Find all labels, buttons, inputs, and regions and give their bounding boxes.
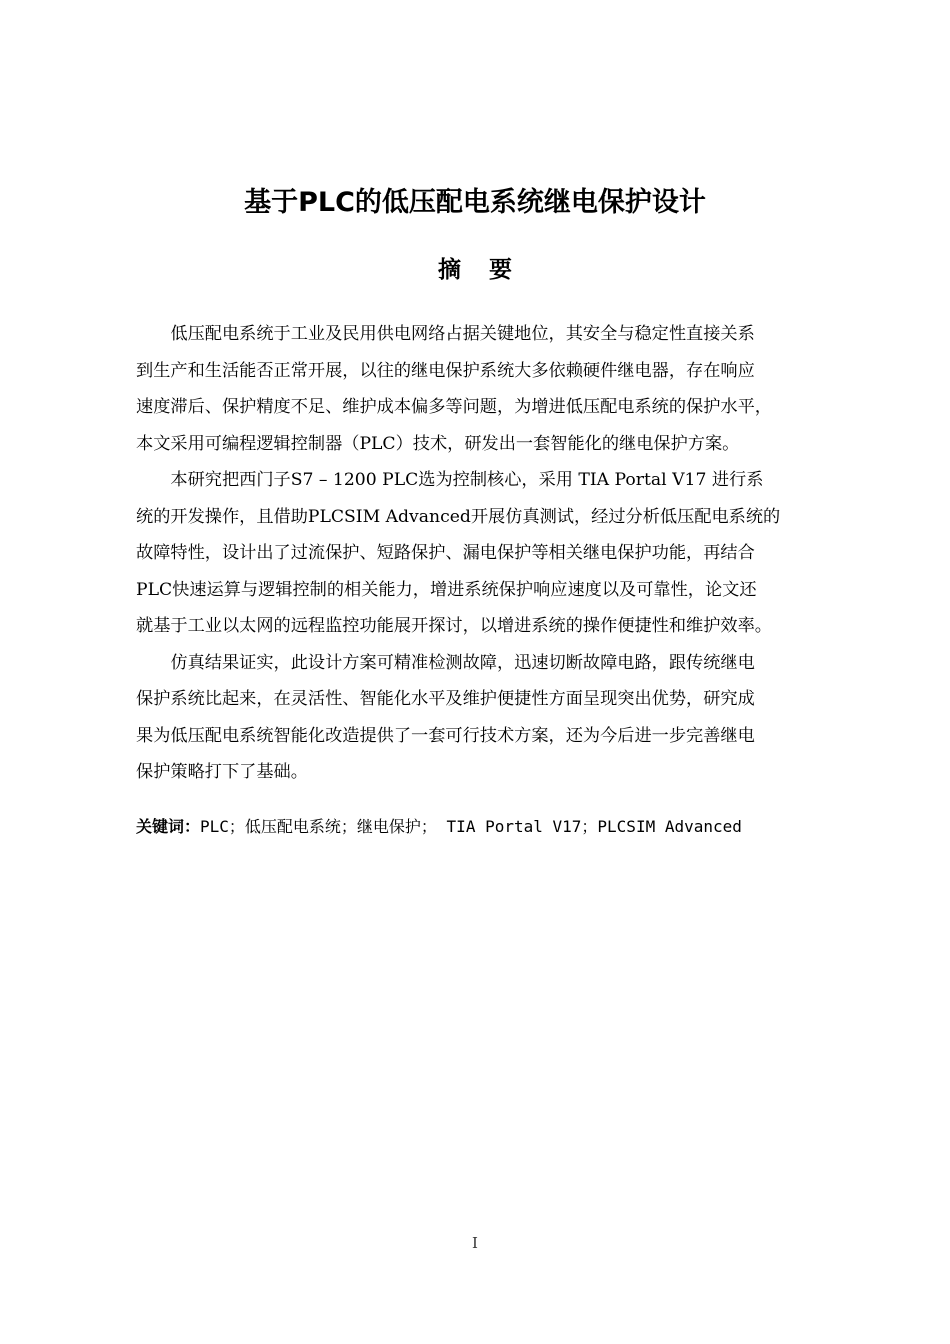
abstract-body [136,316,830,791]
abstract-heading: 摘要 [438,257,540,283]
keywords-line [136,812,836,842]
paragraph-line: 统的开发操作，且借助PLCSIM Advanced开展仿真测试，经过分析低压配电系统的 [136,506,781,527]
paragraph-line: 保护策略打下了基础。 [136,762,308,782]
paragraph-line: 就基于工业以太网的远程监控功能展开探讨，以增进系统的操作便捷性和维护效率。 [136,616,772,636]
document-title: 基于PLC的低压配电系统继电保护设计 [244,187,706,218]
paragraph-line: 故障特性，设计出了过流保护、短路保护、漏电保护等相关继电保护功能，再结合 [136,543,755,563]
abstract-paragraph-2 [136,462,830,645]
abstract-paragraph-1 [136,316,830,462]
paragraph-line: 到生产和生活能否正常开展，以往的继电保护系统大多依赖硬件继电器，存在响应 [136,360,755,381]
paragraph-line: PLC快速运算与逻辑控制的相关能力，增进系统保护响应速度以及可靠性，论文还 [136,579,757,600]
paragraph-line: 本研究把西门子S7 – 1200 PLC选为控制核心，采用 TIA Portal V17 进行系 [170,470,764,490]
paragraph-line: 本文采用可编程逻辑控制器（PLC）技术，研发出一套智能化的继电保护方案。 [136,433,740,454]
abstract-paragraph-3 [136,645,830,791]
paragraph-line: 速度滞后、保护精度不足、维护成本偏多等问题，为增进低压配电系统的保护水平， [136,397,772,417]
paragraph-line: 果为低压配电系统智能化改造提供了一套可行技术方案，还为今后进一步完善继电 [136,725,755,746]
paragraph-line: 低压配电系统于工业及民用供电网络占据关键地位，其安全与稳定性直接关系 [170,324,755,344]
keywords-value: PLC；低压配电系统；继电保护； TIA Portal V17；PLCSIM Advanced [200,817,742,836]
keywords-label: 关键词： [136,817,201,836]
paragraph-line: 仿真结果证实，此设计方案可精准检测故障，迅速切断故障电路，跟传统继电 [170,652,755,673]
paragraph-line: 保护系统比起来，在灵活性、智能化水平及维护便捷性方面呈现突出优势，研究成 [136,689,755,709]
page-number: I [472,1234,478,1252]
